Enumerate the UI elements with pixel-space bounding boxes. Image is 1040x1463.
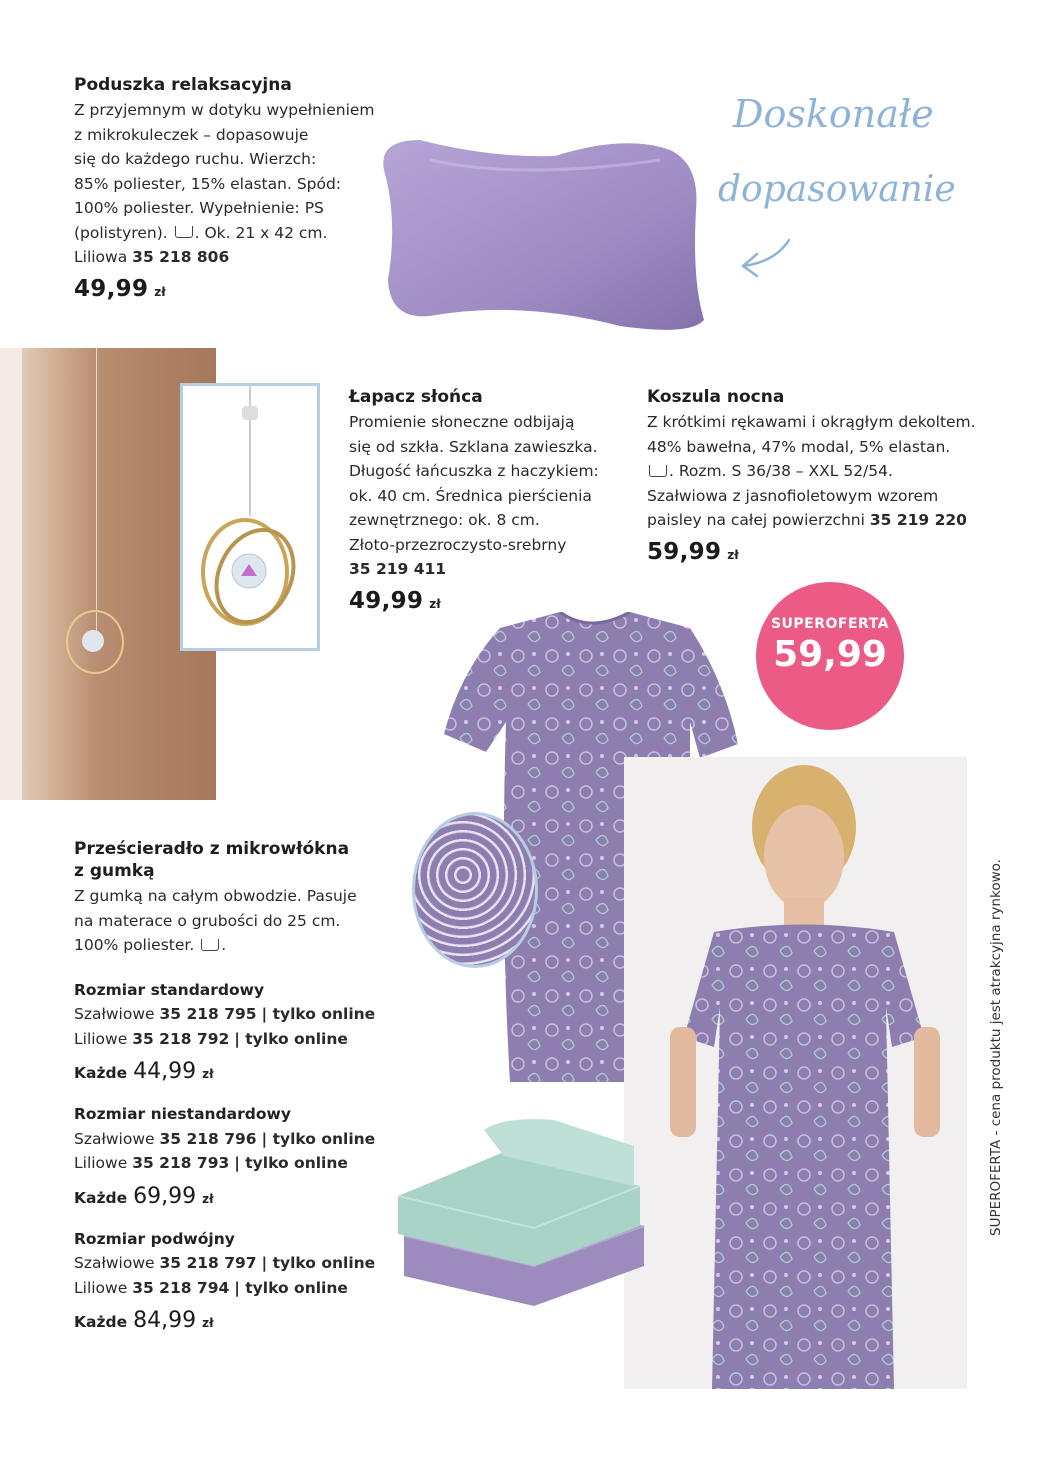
nightgown-desc-text: paisley na całej powierzchni [647,511,865,529]
currency-label: zł [429,596,441,611]
size-code: 35 218 796 [159,1129,257,1148]
crystal [82,630,104,652]
sheet-title-line: Prześcieradło z mikrowłókna [74,839,350,859]
suncatcher-desc-line: zewnętrznego: ok. 8 cm. [349,511,540,529]
suncatcher-desc-line: Promienie słoneczne odbijają [349,413,575,431]
suncatcher-description [349,410,599,582]
model-image [624,757,967,1389]
pillow-desc-text: (polistyren). [74,223,168,242]
currency-label: zł [727,547,739,562]
nightgown-desc-line: 48% bawełna, 47% modal, 5% elastan. [647,437,951,456]
size-row [74,1251,375,1276]
size-name: Rozmiar niestandardowy [74,1105,291,1123]
nightgown-price: 59,99 [647,538,722,565]
currency-label: zł [202,1067,214,1081]
size-price-row [74,1059,375,1084]
nightgown-desc-line [647,459,976,484]
size-block-double [74,1227,375,1334]
hanging-chain [96,348,97,638]
size-block-nonstandard [74,1102,375,1209]
sheet-desc-line: Z gumką na całym obwodzie. Pasuje [74,887,357,905]
size-row [74,1151,375,1176]
size-name: Rozmiar podwójny [74,1229,235,1248]
currency-label: zł [202,1316,214,1330]
size-code: 35 218 794 [132,1278,230,1297]
pillow-info [74,74,375,302]
size-price: 69,99 [133,1183,197,1209]
size-code: 35 218 793 [132,1154,230,1172]
sheet-desc-text: 100% poliester. [74,936,195,954]
currency-label: zł [154,284,166,299]
sheet-description [74,884,375,958]
sheet-title-line: z gumką [74,861,155,881]
arrow-left-icon [735,232,795,282]
suncatcher-title: Łapacz słońca [349,387,483,407]
washing-icon [175,226,193,238]
pillow-desc-line: Z przyjemnym w dotyku wypełnieniem [74,101,375,119]
suncatcher-inset [180,383,320,651]
size-block-standard [74,978,375,1085]
nightgown-info [647,386,976,565]
washing-icon [649,465,667,477]
online-note: | tylko online [261,1005,376,1023]
suncatcher-desc-line: Długość łańcuszka z haczykiem: [349,462,599,480]
nightgown-desc-line: Z krótkimi rękawami i okrągłym dekoltem. [647,413,976,431]
superoffer-label: SUPEROFERTA [770,616,890,632]
pillow-desc-text: . Ok. 21 x 42 cm. [194,223,328,242]
currency-label: zł [202,1191,214,1206]
online-note: | tylko online [261,1254,376,1272]
sheet-title [74,838,375,882]
size-row [74,1276,375,1301]
pillow-price: 49,99 [74,275,149,302]
model-photo [624,757,967,1389]
suncatcher-desc-line: Złoto-przezroczysto-srebrny [349,535,567,554]
sheet-desc-line: na materace o grubości do 25 cm. [74,911,341,930]
window-frame [0,348,22,800]
suncatcher-code: 35 219 411 [349,560,447,578]
size-code: 35 218 792 [132,1029,230,1048]
nightgown-description [647,410,976,533]
nightgown-code: 35 219 220 [869,511,967,529]
size-row [74,1127,375,1152]
size-row [74,1002,375,1027]
size-color: Szałwiowe [74,1254,155,1272]
size-price: 44,99 [133,1059,197,1084]
each-label: Każde [74,1064,128,1082]
online-note: | tylko online [261,1129,376,1148]
nightgown-title: Koszula nocna [647,387,785,407]
size-price-row [74,1308,375,1333]
size-color: Liliowe [74,1278,128,1297]
pillow-description [74,98,375,270]
size-price-row [74,1184,375,1209]
pillow-image [370,130,710,340]
nightgown-price-row [647,539,976,565]
pillow-desc-line: się do każdego ruchu. Wierzch: [74,150,317,168]
headline-line2: dopasowanie [718,169,956,210]
pillow-desc-line: z mikrokuleczek – dopasowuje [74,125,309,144]
sheets-image [394,1116,654,1306]
sheet-info [74,838,375,1333]
pillow-color: Liliowa [74,248,128,266]
online-note: | tylko online [234,1154,348,1172]
sheet-desc-text: . [221,936,227,954]
each-label: Każde [74,1188,128,1207]
size-code: 35 218 795 [159,1005,257,1023]
pillow-code: 35 218 806 [132,248,230,266]
fabric-detail [412,812,538,968]
pillow-price-row [74,276,375,302]
pillow-code-line [74,245,375,270]
headline-line1: Doskonałe [733,92,934,136]
pillow-desc-line: 100% poliester. Wypełnienie: PS [74,199,324,217]
suncatcher-price: 49,99 [349,587,424,614]
pillow-desc-line: 85% poliester, 15% elastan. Spód: [74,174,342,193]
superoffer-footnote: SUPEROFERTA - cena produktu jest atrakcyjna rynkowo. [988,859,1004,1236]
washing-icon [201,939,219,951]
size-color: Szałwiowe [74,1129,155,1148]
pillow-desc-line [74,221,375,246]
suncatcher-image [183,386,317,648]
superoffer-badge [756,582,904,730]
size-price: 84,99 [133,1308,197,1333]
size-row [74,1027,375,1052]
online-note: | tylko online [234,1278,348,1297]
suncatcher-price-row [349,588,599,614]
superoffer-price: 59,99 [773,634,887,675]
suncatcher-info [349,386,599,614]
size-color: Liliowe [74,1154,128,1172]
each-label: Każde [74,1313,128,1331]
size-color: Szałwiowe [74,1005,155,1023]
pillow-title: Poduszka relaksacyjna [74,75,292,95]
size-color: Liliowe [74,1029,128,1048]
suncatcher-desc-line: się od szkła. Szklana zawieszka. [349,437,598,456]
nightgown-desc-line [647,508,976,533]
size-code: 35 218 797 [159,1254,257,1272]
nightgown-desc-text: . Rozm. S 36/38 – XXL 52/54. [669,462,893,480]
suncatcher-desc-line: ok. 40 cm. Średnica pierścienia [349,486,592,505]
nightgown-desc-line: Szałwiowa z jasnofioletowym wzorem [647,486,939,505]
size-name: Rozmiar standardowy [74,980,265,999]
sheet-desc-line [74,933,375,958]
online-note: | tylko online [234,1029,348,1048]
